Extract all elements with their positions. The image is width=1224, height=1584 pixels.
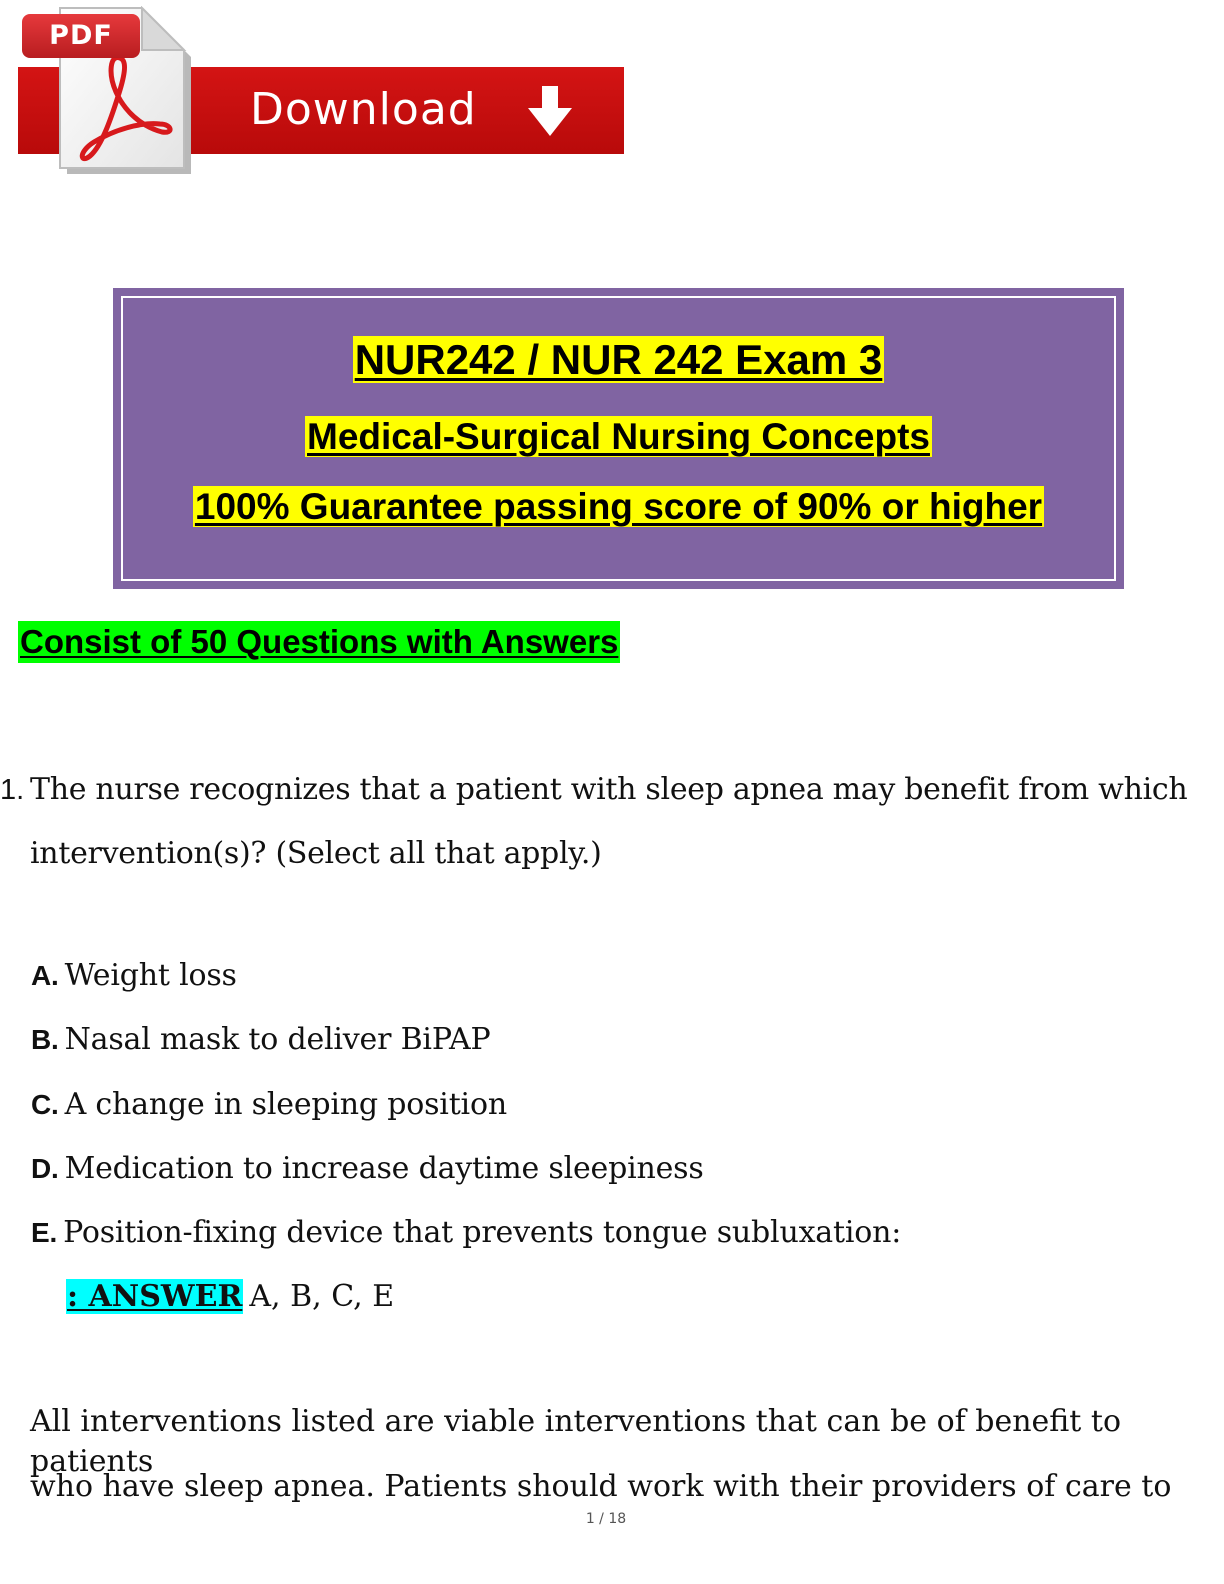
option-e (31, 1213, 901, 1253)
course-title-text: Medical-Surgical Nursing Concepts (307, 416, 930, 457)
title-box (113, 288, 1124, 589)
rationale-line-1: All interventions listed are viable interventions that can be of benefit to patients (30, 1404, 1122, 1479)
question-number: 1. (0, 774, 25, 806)
course-title (113, 416, 1124, 458)
option-letter: B. (31, 1024, 59, 1055)
answer-value: A, B, C, E (249, 1279, 395, 1314)
question-text-line-2: intervention(s)? (Select all that apply.) (30, 836, 602, 871)
exam-title-text: NUR242 / NUR 242 Exam 3 (354, 336, 883, 383)
option-a (31, 956, 237, 996)
option-c (31, 1085, 507, 1125)
option-d (31, 1149, 704, 1189)
option-letter: D. (31, 1153, 59, 1184)
download-arrow-icon (527, 84, 573, 138)
option-text: Medication to increase daytime sleepiness (64, 1151, 704, 1186)
guarantee-text: 100% Guarantee passing score of 90% or higher (194, 486, 1043, 527)
pdf-label: PDF (22, 14, 140, 58)
rationale-line-2: who have sleep apnea. Patients should work with their providers of care to (30, 1469, 1172, 1504)
question-count-heading: Consist of 50 Questions with Answers (18, 621, 620, 663)
exam-title (113, 336, 1124, 384)
answer-label: : ANSWER (67, 1279, 243, 1314)
answer-row (66, 1277, 394, 1317)
guarantee-line (113, 486, 1124, 528)
option-text: A change in sleeping position (64, 1087, 507, 1122)
download-label[interactable]: Download (250, 84, 477, 135)
option-b (31, 1020, 491, 1060)
option-letter: E. (31, 1217, 58, 1248)
pdf-file-icon (22, 6, 192, 174)
option-text: Position-fixing device that prevents tongue subluxation: (63, 1215, 902, 1250)
option-letter: C. (31, 1089, 59, 1120)
question-text-line-1: The nurse recognizes that a patient with sleep apnea may benefit from which (30, 772, 1188, 807)
option-letter: A. (31, 960, 59, 991)
option-text: Nasal mask to deliver BiPAP (64, 1022, 491, 1057)
option-text: Weight loss (64, 958, 237, 993)
page-indicator: 1 / 18 (585, 1511, 627, 1527)
